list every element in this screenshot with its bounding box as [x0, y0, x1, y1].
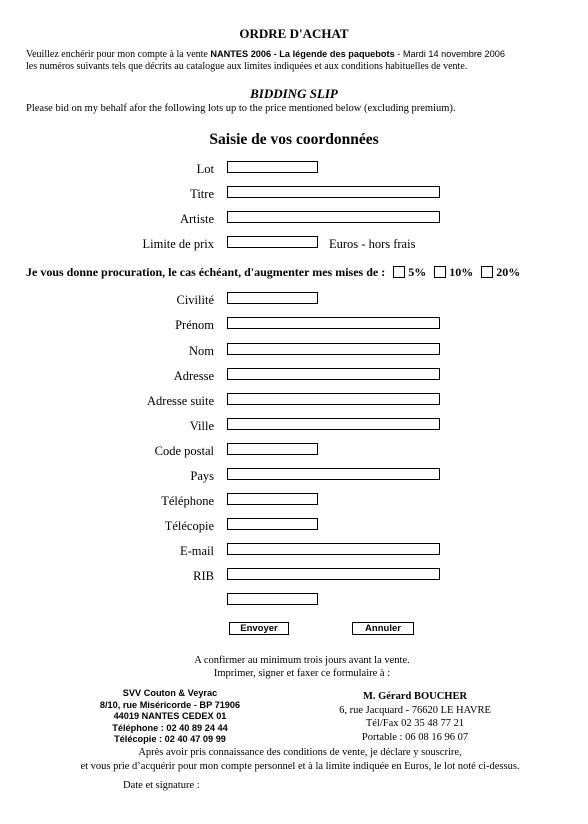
bidding-title: BIDDING SLIP [250, 86, 338, 101]
titre-label: Titre [190, 187, 214, 201]
right-contact-address: 6, rue Jacquard - 76620 LE HAVRE [339, 704, 491, 716]
lot-label: Lot [196, 162, 214, 176]
prenom-input[interactable] [227, 317, 440, 329]
rib-label: RIB [193, 569, 214, 583]
option-5-label: 5% [408, 265, 427, 279]
page-title: ORDRE D'ACHAT [239, 26, 349, 41]
rib-input[interactable] [227, 568, 440, 580]
left-contact-block [70, 688, 270, 746]
notice-line2: Imprimer, signer et faxer ce formulaire à : [213, 668, 391, 679]
limite-label: Limite de prix [142, 237, 214, 251]
pays-label: Pays [190, 469, 214, 483]
procuration-line [26, 265, 520, 280]
left-contact-city: 44019 NANTES CEDEX 01 [113, 711, 227, 722]
cancel-button[interactable]: Annuler [352, 622, 414, 635]
ville-input[interactable] [227, 418, 440, 430]
telephone-label: Téléphone [161, 494, 214, 508]
adresse-input[interactable] [227, 368, 440, 380]
artiste-input[interactable] [227, 211, 440, 223]
lot-input[interactable] [227, 161, 318, 173]
left-contact-fax: Télécopie : 02 40 47 09 99 [114, 734, 226, 745]
send-button[interactable]: Envoyer [229, 622, 289, 635]
right-contact-name: M. Gérard BOUCHER [362, 691, 468, 702]
procuration-text: Je vous donne procuration, le cas échéant, d'augmenter mes mises de : [26, 265, 386, 279]
adresse-suite-label: Adresse suite [147, 394, 214, 408]
adresse-suite-input[interactable] [227, 393, 440, 405]
right-contact-mobile: Portable : 06 08 16 96 07 [361, 731, 469, 743]
option-10-label: 10% [449, 265, 474, 279]
ville-label: Ville [189, 419, 214, 433]
nom-label: Nom [189, 344, 214, 358]
artiste-label: Artiste [179, 212, 214, 226]
titre-input[interactable] [227, 186, 440, 198]
telecopie-input[interactable] [227, 518, 318, 530]
checkbox-5[interactable] [393, 266, 405, 278]
declaration-line1: Après avoir pris connaissance des conditions de vente, je déclare y souscrire, [138, 747, 462, 758]
left-contact-name: SVV Couton & Veyrac [122, 688, 218, 698]
intro-prefix: Veuillez enchérir pour mon compte à la vente [26, 49, 211, 60]
pays-input[interactable] [227, 468, 440, 480]
extra-input[interactable] [227, 593, 318, 605]
code-postal-input[interactable] [227, 443, 318, 455]
civilite-label: Civilité [176, 293, 214, 307]
telephone-input[interactable] [227, 493, 318, 505]
section-title: Saisie de vos coordonnées [209, 131, 379, 148]
prenom-label: Prénom [175, 318, 214, 332]
email-label: E-mail [179, 544, 214, 558]
right-contact-telfax: Tél/Fax 02 35 48 77 21 [365, 718, 465, 729]
nom-input[interactable] [227, 343, 440, 355]
checkbox-10[interactable] [434, 266, 446, 278]
adresse-label: Adresse [173, 369, 214, 383]
notice-line1: A confirmer au minimum trois jours avant la vente. [194, 655, 410, 666]
checkbox-20[interactable] [481, 266, 493, 278]
declaration-line2: et vous prie d’acquérir pour mon compte personnel et à la limite indiquée en Euros, le lot noté ci-dessus. [80, 761, 520, 772]
sale-date: - Mardi 14 novembre 2006 [394, 49, 505, 59]
bidding-text: Please bid on my behalf afor the following lots up to the price mentioned below (excluding premium). [26, 103, 456, 114]
telecopie-label: Télécopie [164, 519, 214, 533]
intro-text [26, 48, 571, 73]
left-contact-phone: Téléphone : 02 40 89 24 44 [112, 722, 228, 733]
left-contact-street: 8/10, rue Miséricorde - BP 71906 [99, 699, 241, 710]
option-20-label: 20% [496, 265, 521, 279]
intro-line2: les numéros suivants tels que décrits au catalogue aux limites indiquées et aux conditions habituelles de vente. [26, 61, 468, 72]
limite-input[interactable] [227, 236, 318, 248]
limite-suffix: Euros - hors frais [329, 237, 416, 251]
sale-name: NANTES 2006 - La légende des paquebots [210, 49, 395, 59]
code-postal-label: Code postal [154, 444, 214, 458]
right-contact-block [325, 690, 505, 744]
signature-label: Date et signature : [123, 780, 200, 791]
civilite-input[interactable] [227, 292, 318, 304]
email-input[interactable] [227, 543, 440, 555]
